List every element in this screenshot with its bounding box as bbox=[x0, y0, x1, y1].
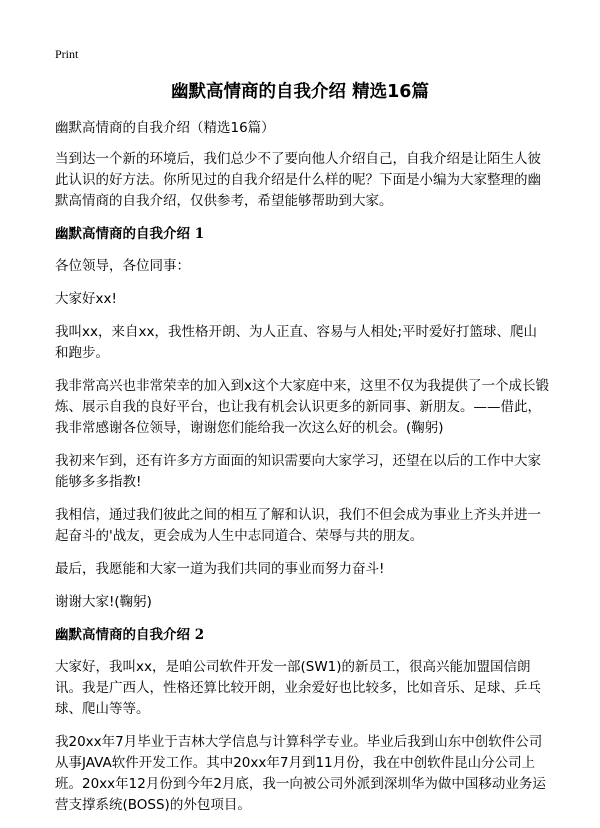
paragraph: 谢谢大家!(鞠躬) bbox=[55, 594, 152, 610]
paragraph: 我非常高兴也非常荣幸的加入到x这个大家庭中来，这里不仅为我提供了一个成长锻炼、展示自我的良好平台，也让我有机会认识更多的新同事、新朋友。——借此，我非常感谢各位领导，谢谢您们能给我一次这么好的机会。(鞠躬) bbox=[55, 378, 549, 436]
section-heading: 幽默高情商的自我介绍 2 bbox=[55, 627, 205, 643]
section-heading: 幽默高情商的自我介绍 1 bbox=[55, 226, 205, 242]
paragraph: 我相信，通过我们彼此之间的相互了解和认识，我们不但会成为事业上齐头并进一起奋斗的'战友，更会成为人生中志同道合、荣辱与共的朋友。 bbox=[55, 507, 541, 544]
paragraph: 我叫xx，来自xx，我性格开朗、为人正直、容易与人相处;平时爱好打篮球、爬山和跑步。 bbox=[55, 324, 538, 361]
paragraph: 我20xx年7月毕业于吉林大学信息与计算科学专业。毕业后我到山东中创软件公司从事JAVA软件开发工作。其中20xx年7月到11月份，我在中创软件昆山分公司上班。20xx年12月份到今年2月底，我一向被公司外派到深圳华为做中国移动业务运营支撑系统(BOSS)的外包项目。 bbox=[55, 734, 546, 813]
document-body bbox=[55, 118, 549, 828]
paragraph: 最后，我愿能和大家一道为我们共同的事业而努力奋斗! bbox=[55, 561, 385, 577]
document-title: 幽默高情商的自我介绍 精选16篇 bbox=[171, 82, 429, 102]
paragraph: 各位领导，各位同事： bbox=[55, 258, 190, 274]
paragraph: 我初来乍到，还有许多方方面面的知识需要向大家学习，还望在以后的工作中大家能够多多指教! bbox=[55, 453, 541, 490]
paragraph: 大家好xx! bbox=[55, 291, 117, 307]
print-link[interactable]: Print bbox=[55, 47, 79, 61]
intro-paragraph: 当到达一个新的环境后，我们总少不了要向他人介绍自己，自我介绍是让陌生人彼此认识的好方法。你所见过的自我介绍是什么样的呢？下面是小编为大家整理的幽默高情商的自我介绍，仅供参考，希望能够帮助到大家。 bbox=[55, 151, 541, 209]
document-subtitle: 幽默高情商的自我介绍（精选16篇） bbox=[55, 120, 275, 136]
paragraph: 大家好，我叫xx，是咱公司软件开发一部(SW1)的新员工，很高兴能加盟国信朗讯。我是广西人，性格还算比较开朗，业余爱好也比较多，比如音乐、足球、乒乓球、爬山等等。 bbox=[55, 659, 541, 717]
